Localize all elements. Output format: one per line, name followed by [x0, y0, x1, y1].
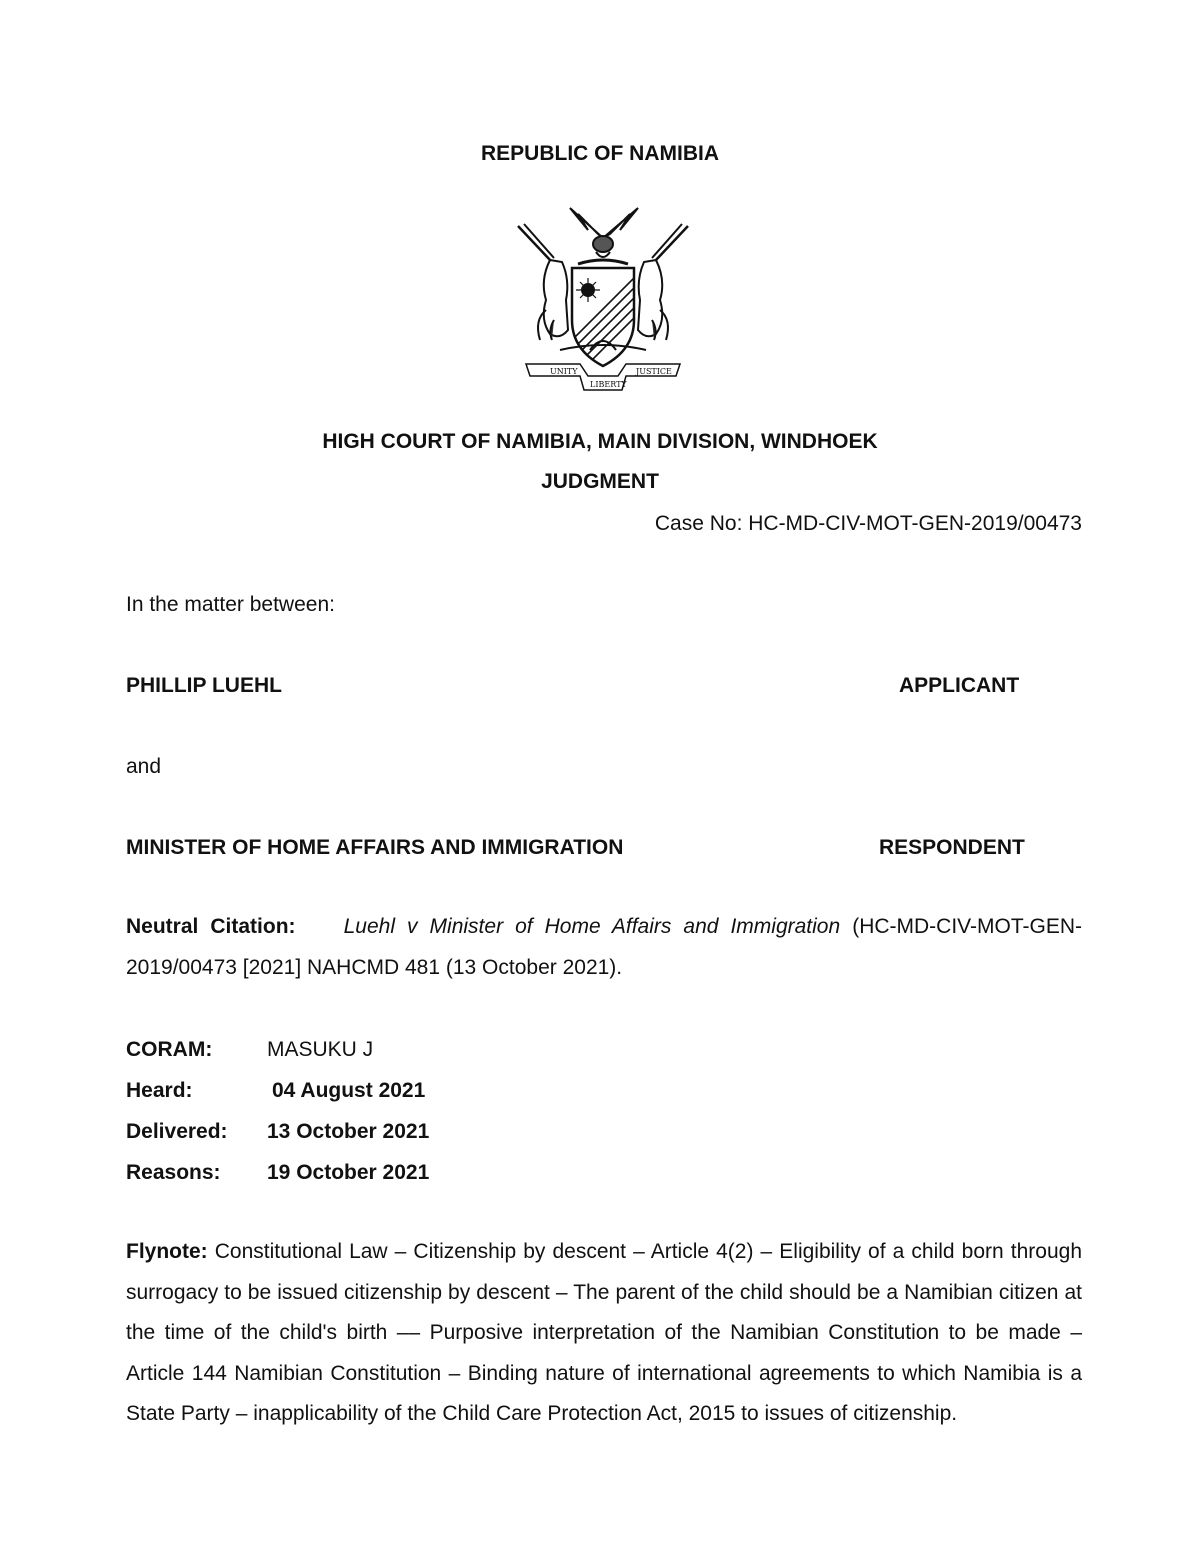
- coram-value: MASUKU J: [267, 1038, 374, 1061]
- neutral-citation: [126, 907, 1082, 988]
- flynote-paragraph: [126, 1232, 1082, 1435]
- heard-label: Heard:: [126, 1079, 193, 1102]
- parties-conjunction: and: [126, 755, 162, 778]
- respondent-role: RESPONDENT: [879, 836, 1025, 859]
- neutral-citation-label: Neutral Citation:: [126, 915, 296, 938]
- reasons-value: 19 October 2021: [267, 1161, 430, 1184]
- neutral-citation-title: Luehl v Minister of Home Affairs and Immigration: [343, 915, 841, 938]
- crest-motto-center: LIBERTY: [590, 380, 627, 389]
- crest-motto-right: JUSTICE: [636, 367, 672, 376]
- heard-value: 04 August 2021: [272, 1079, 426, 1102]
- matter-intro: In the matter between:: [126, 593, 335, 616]
- court-heading: HIGH COURT OF NAMIBIA, MAIN DIVISION, WINDHOEK: [322, 430, 878, 453]
- coram-label: CORAM:: [126, 1038, 213, 1061]
- applicant-role: APPLICANT: [899, 674, 1020, 697]
- delivered-value: 13 October 2021: [267, 1120, 430, 1143]
- reasons-label: Reasons:: [126, 1161, 221, 1184]
- flynote-label: Flynote:: [126, 1240, 208, 1263]
- country-heading: REPUBLIC OF NAMIBIA: [481, 142, 719, 165]
- coat-of-arms-emblem: [510, 200, 696, 396]
- crest-motto-left: UNITY: [550, 367, 578, 376]
- flynote-text: Constitutional Law – Citizenship by descent – Article 4(2) – Eligibility of a child born through surrogacy to be issued citizenship by descent – The parent of the child should be a Namibian citizen at the time of the child's birth –– Purposive interpretation of the Namibian Constitution to be made – Article 144 Namibian Constitution – Binding nature of international agreements to which Namibia is a State Party – inapplicability of the Child Care Protection Act, 2015 to issues of citizenship.: [126, 1240, 1082, 1425]
- case-number: Case No: HC-MD-CIV-MOT-GEN-2019/00473: [654, 512, 1082, 535]
- respondent-name: MINISTER OF HOME AFFAIRS AND IMMIGRATION: [126, 836, 624, 859]
- judgment-heading: JUDGMENT: [541, 470, 659, 493]
- delivered-label: Delivered:: [126, 1120, 228, 1143]
- applicant-name: PHILLIP LUEHL: [126, 674, 282, 697]
- neutral-citation-reference: (HC-MD-CIV-MOT-GEN-2019/00473 [2021] NAHCMD 481 (13 October 2021).: [126, 915, 1083, 979]
